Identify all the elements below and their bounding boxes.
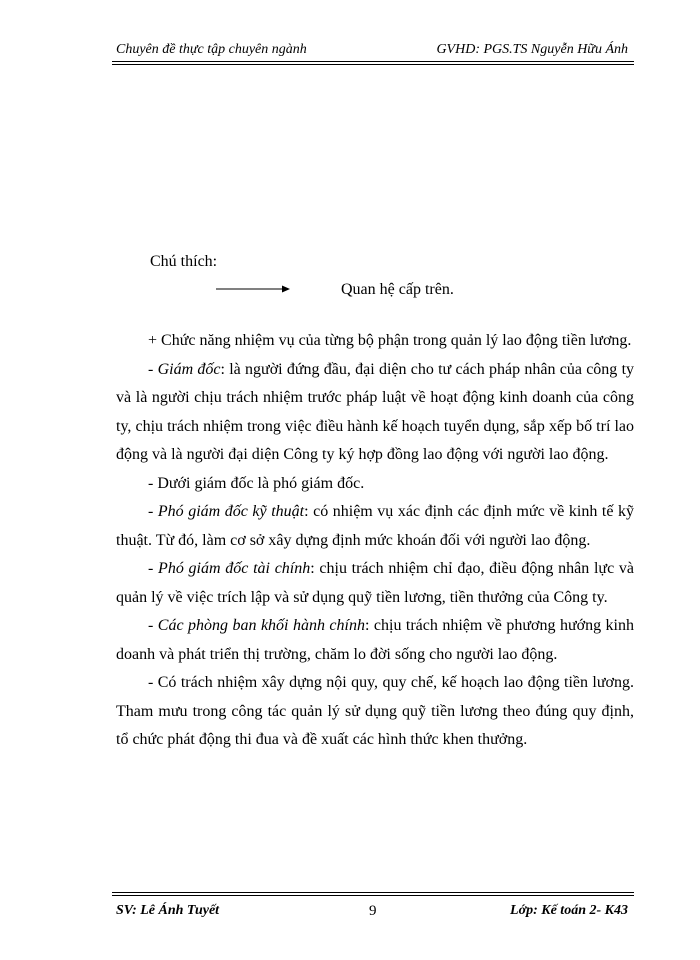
footer-divider — [112, 892, 634, 893]
legend-arrow-label: Quan hệ cấp trên. — [341, 281, 454, 298]
role-finance-deputy: Phó giám đốc tài chính — [158, 560, 311, 577]
prefix-dash: - — [148, 560, 159, 577]
document-body — [116, 327, 634, 755]
footer-student: SV: Lê Ánh Tuyết — [116, 903, 220, 918]
page-number: 9 — [369, 903, 377, 919]
paragraph-technical-deputy — [116, 498, 634, 555]
right-arrow-icon — [216, 282, 290, 296]
page-footer — [112, 900, 634, 922]
technical-deputy-description: : có nhiệm vụ xác định các định mức về kinh tế kỹ thuật. Từ đó, làm cơ sở xây dựng định mức khoán đối với người lao động. — [116, 503, 635, 549]
footer-class: Lớp: Kế toán 2- K43 — [510, 903, 628, 918]
footer-divider-secondary — [112, 895, 634, 896]
header-divider-secondary — [112, 64, 634, 65]
prefix-dash: - — [148, 360, 158, 378]
role-admin-departments: Các phòng ban khối hành chính — [157, 617, 365, 634]
paragraph-responsibilities: - Có trách nhiệm xây dựng nội quy, quy chế, kế hoạch lao động tiền lương. Tham mưu trong công tác quản lý sử dụng quỹ tiền lương theo đúng quy định, tổ chức phát động thi đua và đề xuất các hình thức khen thưởng. — [116, 674, 634, 748]
finance-deputy-description: : chịu trách nhiệm chỉ đạo, điều động nhân lực và quản lý về việc trích lập và sử dụng quỹ tiền lương, tiền thưởng của Công ty. — [116, 560, 634, 606]
paragraph-admin-departments — [116, 612, 634, 669]
paragraph-finance-deputy — [116, 555, 634, 612]
prefix-dash: - — [148, 503, 158, 520]
role-technical-deputy: Phó giám đốc kỹ thuật — [157, 503, 305, 520]
director-description: : là người đứng đầu, đại diện cho tư cách pháp nhân của công ty và là người chịu trách nhiệm trước pháp luật về hoạt động kinh doanh của công ty, chịu trách nhiệm trong việc điều hành kế hoạch tuyển dụng, sắp xếp bố trí lao động và là người đại diện Công ty ký hợp đồng lao động với người lao động. — [116, 360, 635, 463]
legend-title: Chú thích: — [150, 253, 218, 270]
admin-departments-description: : chịu trách nhiệm về phương hướng kinh doanh và phát triển thị trường, chăm lo đời sống cho người lao động. — [116, 617, 634, 663]
paragraph-director — [116, 356, 634, 470]
header-divider — [112, 61, 634, 62]
paragraph-functions: + Chức năng nhiệm vụ của từng bộ phận trong quản lý lao động tiền lương. — [148, 332, 632, 349]
header-course-title: Chuyên đề thực tập chuyên ngành — [116, 42, 307, 57]
paragraph-deputy: - Dưới giám đốc là phó giám đốc. — [148, 474, 365, 492]
page-header — [112, 40, 634, 60]
prefix-dash: - — [148, 617, 158, 634]
role-director: Giám đốc — [157, 360, 221, 378]
header-advisor: GVHD: PGS.TS Nguyễn Hữu Ánh — [436, 42, 628, 57]
